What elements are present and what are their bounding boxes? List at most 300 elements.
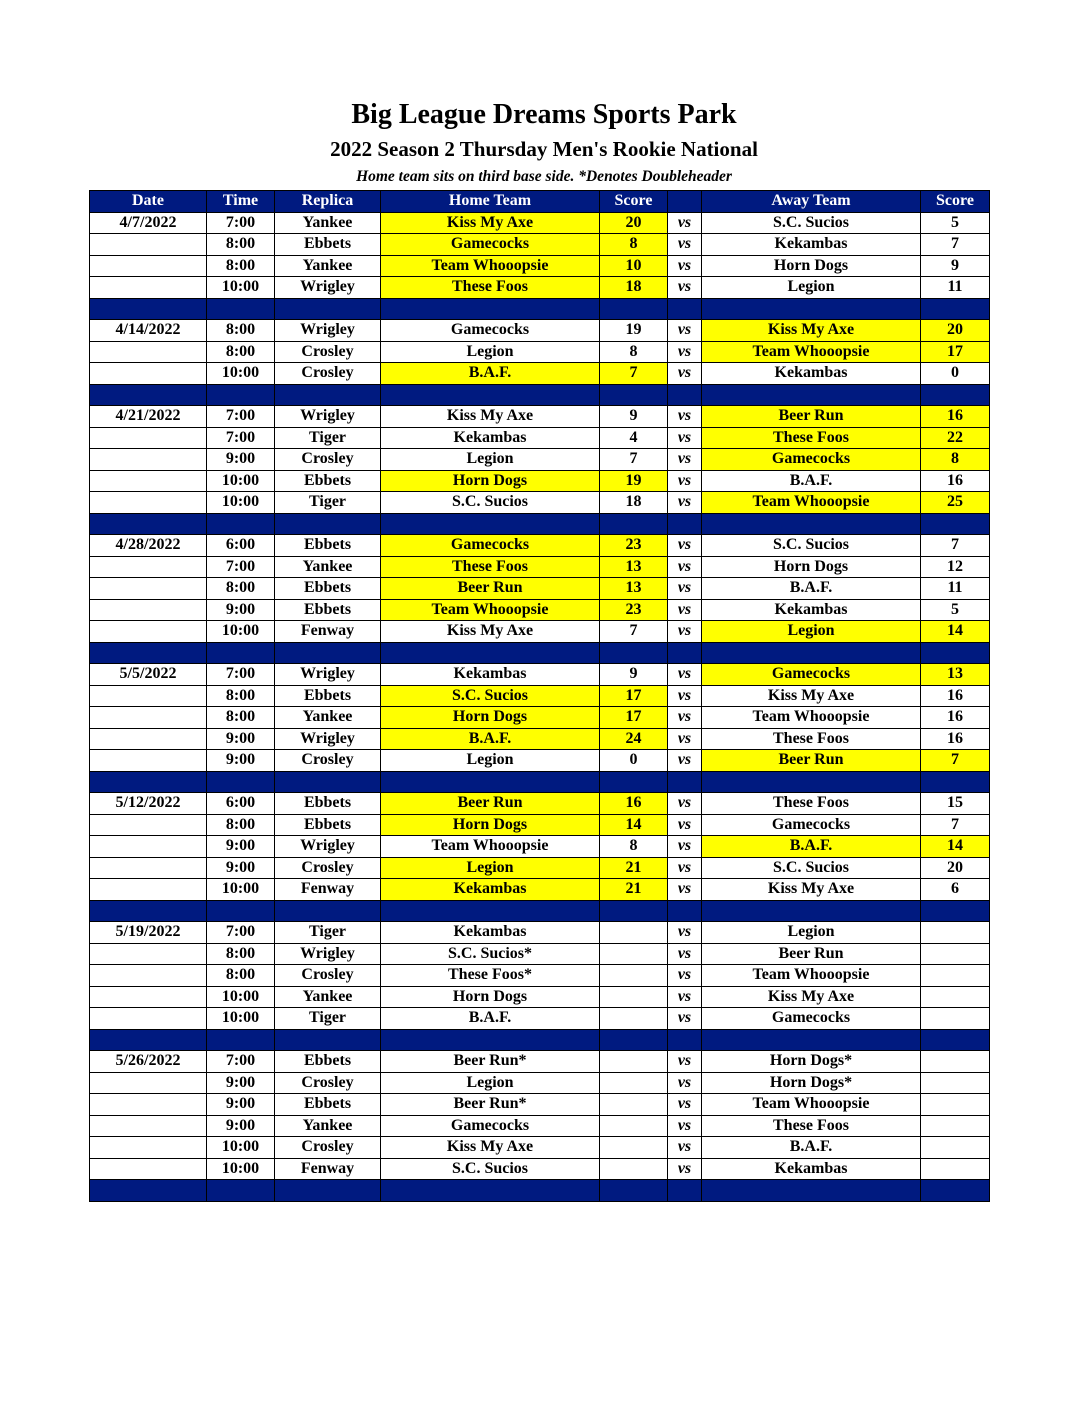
table-row (90, 578, 990, 600)
vs-cell: vs (668, 836, 702, 858)
vs-cell: vs (668, 449, 702, 471)
col-header-away-score: Score (921, 191, 990, 213)
table-row (90, 599, 990, 621)
away-score-cell (921, 986, 990, 1008)
table-row (90, 449, 990, 471)
date-cell (90, 750, 207, 772)
vs-cell: vs (668, 578, 702, 600)
week-separator-row (90, 384, 990, 406)
home-team-cell: Legion (381, 750, 600, 772)
time-cell: 9:00 (207, 599, 275, 621)
away-score-cell: 5 (921, 212, 990, 234)
away-score-cell (921, 1115, 990, 1137)
separator-cell (921, 1029, 990, 1051)
col-header-home-score: Score (600, 191, 668, 213)
date-cell: 5/19/2022 (90, 922, 207, 944)
table-row (90, 750, 990, 772)
separator-cell (207, 642, 275, 664)
away-team-cell: Kekambas (702, 363, 921, 385)
away-score-cell: 5 (921, 599, 990, 621)
home-team-cell: Legion (381, 857, 600, 879)
time-cell: 10:00 (207, 492, 275, 514)
separator-cell (921, 298, 990, 320)
home-score-cell: 19 (600, 470, 668, 492)
away-team-cell: Gamecocks (702, 664, 921, 686)
separator-cell (275, 1180, 381, 1202)
home-score-cell (600, 1137, 668, 1159)
home-team-cell: Gamecocks (381, 535, 600, 557)
home-score-cell: 13 (600, 556, 668, 578)
separator-cell (668, 384, 702, 406)
replica-cell: Ebbets (275, 1094, 381, 1116)
header-row (90, 191, 990, 213)
home-team-cell: Team Whooopsie (381, 599, 600, 621)
table-row (90, 728, 990, 750)
table-row (90, 1051, 990, 1073)
home-score-cell: 10 (600, 255, 668, 277)
home-score-cell: 8 (600, 341, 668, 363)
time-cell: 7:00 (207, 427, 275, 449)
time-cell: 7:00 (207, 1051, 275, 1073)
separator-cell (275, 513, 381, 535)
date-cell (90, 470, 207, 492)
table-row (90, 320, 990, 342)
away-team-cell: These Foos (702, 427, 921, 449)
away-team-cell: Horn Dogs (702, 556, 921, 578)
home-score-cell: 7 (600, 363, 668, 385)
away-score-cell (921, 1008, 990, 1030)
date-cell (90, 707, 207, 729)
home-score-cell (600, 1115, 668, 1137)
away-team-cell: S.C. Sucios (702, 535, 921, 557)
vs-cell: vs (668, 750, 702, 772)
replica-cell: Crosley (275, 965, 381, 987)
separator-cell (600, 298, 668, 320)
away-team-cell: B.A.F. (702, 836, 921, 858)
date-cell (90, 728, 207, 750)
vs-cell: vs (668, 728, 702, 750)
table-row (90, 1094, 990, 1116)
schedule-table (89, 190, 990, 1202)
replica-cell: Ebbets (275, 535, 381, 557)
date-cell: 5/12/2022 (90, 793, 207, 815)
vs-cell: vs (668, 427, 702, 449)
vs-cell: vs (668, 1008, 702, 1030)
replica-cell: Wrigley (275, 664, 381, 686)
separator-cell (921, 900, 990, 922)
away-score-cell: 20 (921, 320, 990, 342)
date-cell (90, 363, 207, 385)
away-team-cell: Team Whooopsie (702, 965, 921, 987)
separator-cell (90, 900, 207, 922)
away-team-cell: S.C. Sucios (702, 857, 921, 879)
away-team-cell: Team Whooopsie (702, 492, 921, 514)
date-cell (90, 1072, 207, 1094)
home-score-cell: 17 (600, 685, 668, 707)
away-score-cell (921, 1072, 990, 1094)
date-cell (90, 685, 207, 707)
date-cell (90, 857, 207, 879)
home-team-cell: Horn Dogs (381, 814, 600, 836)
home-score-cell: 21 (600, 879, 668, 901)
home-score-cell (600, 1051, 668, 1073)
away-team-cell: Beer Run (702, 750, 921, 772)
vs-cell: vs (668, 1072, 702, 1094)
time-cell: 7:00 (207, 922, 275, 944)
table-row (90, 943, 990, 965)
time-cell: 7:00 (207, 556, 275, 578)
date-cell (90, 492, 207, 514)
separator-cell (275, 298, 381, 320)
vs-cell: vs (668, 986, 702, 1008)
separator-cell (275, 642, 381, 664)
away-score-cell (921, 1051, 990, 1073)
time-cell: 9:00 (207, 728, 275, 750)
home-score-cell (600, 1094, 668, 1116)
date-cell (90, 814, 207, 836)
away-score-cell: 7 (921, 234, 990, 256)
replica-cell: Ebbets (275, 599, 381, 621)
vs-cell: vs (668, 1137, 702, 1159)
home-score-cell: 7 (600, 449, 668, 471)
vs-cell: vs (668, 685, 702, 707)
away-team-cell: Beer Run (702, 406, 921, 428)
replica-cell: Wrigley (275, 277, 381, 299)
vs-cell: vs (668, 1051, 702, 1073)
replica-cell: Yankee (275, 707, 381, 729)
home-score-cell (600, 943, 668, 965)
vs-cell: vs (668, 234, 702, 256)
vs-cell: vs (668, 406, 702, 428)
col-header-vs (668, 191, 702, 213)
away-score-cell: 22 (921, 427, 990, 449)
date-cell (90, 1137, 207, 1159)
week-separator-row (90, 900, 990, 922)
vs-cell: vs (668, 1158, 702, 1180)
away-team-cell: S.C. Sucios (702, 212, 921, 234)
home-team-cell: Gamecocks (381, 320, 600, 342)
vs-cell: vs (668, 535, 702, 557)
vs-cell: vs (668, 814, 702, 836)
replica-cell: Ebbets (275, 1051, 381, 1073)
time-cell: 10:00 (207, 470, 275, 492)
time-cell: 8:00 (207, 255, 275, 277)
date-cell: 5/26/2022 (90, 1051, 207, 1073)
time-cell: 9:00 (207, 857, 275, 879)
vs-cell: vs (668, 1094, 702, 1116)
separator-cell (207, 1029, 275, 1051)
separator-cell (600, 771, 668, 793)
home-team-cell: S.C. Sucios* (381, 943, 600, 965)
home-team-cell: S.C. Sucios (381, 685, 600, 707)
replica-cell: Wrigley (275, 728, 381, 750)
home-score-cell (600, 922, 668, 944)
away-team-cell: B.A.F. (702, 1137, 921, 1159)
home-team-cell: Beer Run (381, 793, 600, 815)
home-team-cell: Beer Run* (381, 1051, 600, 1073)
away-team-cell: Team Whooopsie (702, 707, 921, 729)
table-row (90, 427, 990, 449)
home-team-cell: Team Whooopsie (381, 836, 600, 858)
replica-cell: Ebbets (275, 470, 381, 492)
table-row (90, 1072, 990, 1094)
separator-cell (381, 1180, 600, 1202)
date-cell (90, 1115, 207, 1137)
week-separator-row (90, 1180, 990, 1202)
replica-cell: Yankee (275, 986, 381, 1008)
table-row (90, 1008, 990, 1030)
vs-cell: vs (668, 621, 702, 643)
home-score-cell (600, 1008, 668, 1030)
separator-cell (702, 900, 921, 922)
table-row (90, 255, 990, 277)
time-cell: 9:00 (207, 449, 275, 471)
away-team-cell: Kiss My Axe (702, 320, 921, 342)
separator-cell (381, 771, 600, 793)
home-score-cell: 9 (600, 406, 668, 428)
away-score-cell: 7 (921, 535, 990, 557)
home-score-cell: 8 (600, 234, 668, 256)
away-score-cell: 6 (921, 879, 990, 901)
table-row (90, 363, 990, 385)
table-row (90, 879, 990, 901)
date-cell (90, 599, 207, 621)
home-score-cell: 18 (600, 277, 668, 299)
replica-cell: Wrigley (275, 406, 381, 428)
replica-cell: Yankee (275, 556, 381, 578)
time-cell: 8:00 (207, 578, 275, 600)
separator-cell (207, 513, 275, 535)
date-cell (90, 836, 207, 858)
vs-cell: vs (668, 664, 702, 686)
replica-cell: Ebbets (275, 578, 381, 600)
replica-cell: Fenway (275, 621, 381, 643)
separator-cell (600, 1029, 668, 1051)
separator-cell (702, 771, 921, 793)
date-cell (90, 621, 207, 643)
table-row (90, 922, 990, 944)
vs-cell: vs (668, 879, 702, 901)
table-row (90, 621, 990, 643)
home-score-cell: 0 (600, 750, 668, 772)
table-row (90, 1115, 990, 1137)
replica-cell: Yankee (275, 212, 381, 234)
time-cell: 10:00 (207, 1158, 275, 1180)
home-score-cell: 13 (600, 578, 668, 600)
away-score-cell (921, 1158, 990, 1180)
table-row (90, 277, 990, 299)
home-team-cell: Kiss My Axe (381, 406, 600, 428)
date-cell (90, 578, 207, 600)
time-cell: 8:00 (207, 320, 275, 342)
separator-cell (381, 513, 600, 535)
replica-cell: Fenway (275, 1158, 381, 1180)
home-team-cell: Team Whooopsie (381, 255, 600, 277)
away-team-cell: Team Whooopsie (702, 341, 921, 363)
replica-cell: Tiger (275, 1008, 381, 1030)
home-score-cell: 20 (600, 212, 668, 234)
date-cell (90, 965, 207, 987)
away-team-cell: Beer Run (702, 943, 921, 965)
date-cell (90, 1094, 207, 1116)
away-team-cell: Kekambas (702, 599, 921, 621)
home-team-cell: Legion (381, 1072, 600, 1094)
table-row (90, 470, 990, 492)
away-score-cell: 7 (921, 750, 990, 772)
separator-cell (668, 642, 702, 664)
home-team-cell: S.C. Sucios (381, 492, 600, 514)
time-cell: 10:00 (207, 621, 275, 643)
home-score-cell: 9 (600, 664, 668, 686)
away-team-cell: Gamecocks (702, 449, 921, 471)
home-team-cell: Kekambas (381, 427, 600, 449)
separator-cell (921, 771, 990, 793)
vs-cell: vs (668, 492, 702, 514)
time-cell: 8:00 (207, 943, 275, 965)
replica-cell: Yankee (275, 1115, 381, 1137)
time-cell: 9:00 (207, 1094, 275, 1116)
away-score-cell: 16 (921, 470, 990, 492)
home-team-cell: Kiss My Axe (381, 212, 600, 234)
time-cell: 6:00 (207, 535, 275, 557)
home-score-cell: 23 (600, 535, 668, 557)
separator-cell (90, 771, 207, 793)
home-score-cell (600, 1072, 668, 1094)
separator-cell (207, 298, 275, 320)
away-score-cell: 7 (921, 814, 990, 836)
away-team-cell: Horn Dogs* (702, 1051, 921, 1073)
replica-cell: Tiger (275, 492, 381, 514)
separator-cell (90, 298, 207, 320)
time-cell: 8:00 (207, 965, 275, 987)
separator-cell (90, 513, 207, 535)
date-cell (90, 255, 207, 277)
date-cell: 4/28/2022 (90, 535, 207, 557)
home-team-cell: Beer Run* (381, 1094, 600, 1116)
vs-cell: vs (668, 341, 702, 363)
away-team-cell: These Foos (702, 793, 921, 815)
separator-cell (381, 642, 600, 664)
separator-cell (275, 771, 381, 793)
separator-cell (668, 900, 702, 922)
date-cell (90, 943, 207, 965)
separator-cell (275, 1029, 381, 1051)
separator-cell (702, 642, 921, 664)
separator-cell (921, 1180, 990, 1202)
away-team-cell: Kiss My Axe (702, 685, 921, 707)
week-separator-row (90, 1029, 990, 1051)
col-header-replica: Replica (275, 191, 381, 213)
away-score-cell: 16 (921, 707, 990, 729)
away-score-cell (921, 1137, 990, 1159)
week-separator-row (90, 298, 990, 320)
date-cell (90, 879, 207, 901)
date-cell (90, 556, 207, 578)
time-cell: 10:00 (207, 363, 275, 385)
date-cell (90, 1008, 207, 1030)
time-cell: 8:00 (207, 707, 275, 729)
vs-cell: vs (668, 857, 702, 879)
date-cell (90, 449, 207, 471)
home-score-cell (600, 986, 668, 1008)
away-team-cell: Gamecocks (702, 814, 921, 836)
vs-cell: vs (668, 922, 702, 944)
time-cell: 7:00 (207, 406, 275, 428)
away-team-cell: Team Whooopsie (702, 1094, 921, 1116)
separator-cell (381, 384, 600, 406)
home-score-cell: 8 (600, 836, 668, 858)
page-title: Big League Dreams Sports Park (351, 99, 737, 130)
separator-cell (600, 642, 668, 664)
vs-cell: vs (668, 363, 702, 385)
table-row (90, 212, 990, 234)
vs-cell: vs (668, 212, 702, 234)
home-score-cell: 23 (600, 599, 668, 621)
replica-cell: Crosley (275, 857, 381, 879)
time-cell: 10:00 (207, 879, 275, 901)
separator-cell (921, 384, 990, 406)
table-row (90, 341, 990, 363)
away-score-cell: 13 (921, 664, 990, 686)
replica-cell: Crosley (275, 1137, 381, 1159)
time-cell: 10:00 (207, 1137, 275, 1159)
separator-cell (600, 513, 668, 535)
home-score-cell: 7 (600, 621, 668, 643)
replica-cell: Ebbets (275, 814, 381, 836)
vs-cell: vs (668, 707, 702, 729)
replica-cell: Tiger (275, 922, 381, 944)
away-score-cell (921, 1094, 990, 1116)
home-team-cell: Horn Dogs (381, 470, 600, 492)
time-cell: 10:00 (207, 986, 275, 1008)
time-cell: 9:00 (207, 836, 275, 858)
table-row (90, 814, 990, 836)
home-score-cell: 4 (600, 427, 668, 449)
away-score-cell: 14 (921, 621, 990, 643)
replica-cell: Wrigley (275, 943, 381, 965)
time-cell: 8:00 (207, 341, 275, 363)
table-row (90, 234, 990, 256)
home-team-cell: Beer Run (381, 578, 600, 600)
replica-cell: Yankee (275, 255, 381, 277)
table-row (90, 535, 990, 557)
table-row (90, 793, 990, 815)
date-cell (90, 986, 207, 1008)
separator-cell (207, 900, 275, 922)
away-team-cell: Legion (702, 277, 921, 299)
home-team-cell: Kekambas (381, 664, 600, 686)
date-cell (90, 234, 207, 256)
away-team-cell: Horn Dogs (702, 255, 921, 277)
away-score-cell: 16 (921, 406, 990, 428)
away-team-cell: Horn Dogs* (702, 1072, 921, 1094)
separator-cell (702, 384, 921, 406)
replica-cell: Ebbets (275, 234, 381, 256)
home-score-cell: 24 (600, 728, 668, 750)
vs-cell: vs (668, 470, 702, 492)
home-score-cell: 16 (600, 793, 668, 815)
separator-cell (275, 384, 381, 406)
time-cell: 6:00 (207, 793, 275, 815)
date-cell (90, 1158, 207, 1180)
page-subtitle: 2022 Season 2 Thursday Men's Rookie National (330, 137, 758, 161)
away-team-cell: Legion (702, 922, 921, 944)
separator-cell (381, 900, 600, 922)
home-team-cell: B.A.F. (381, 728, 600, 750)
away-team-cell: These Foos (702, 1115, 921, 1137)
home-team-cell: B.A.F. (381, 363, 600, 385)
separator-cell (668, 298, 702, 320)
